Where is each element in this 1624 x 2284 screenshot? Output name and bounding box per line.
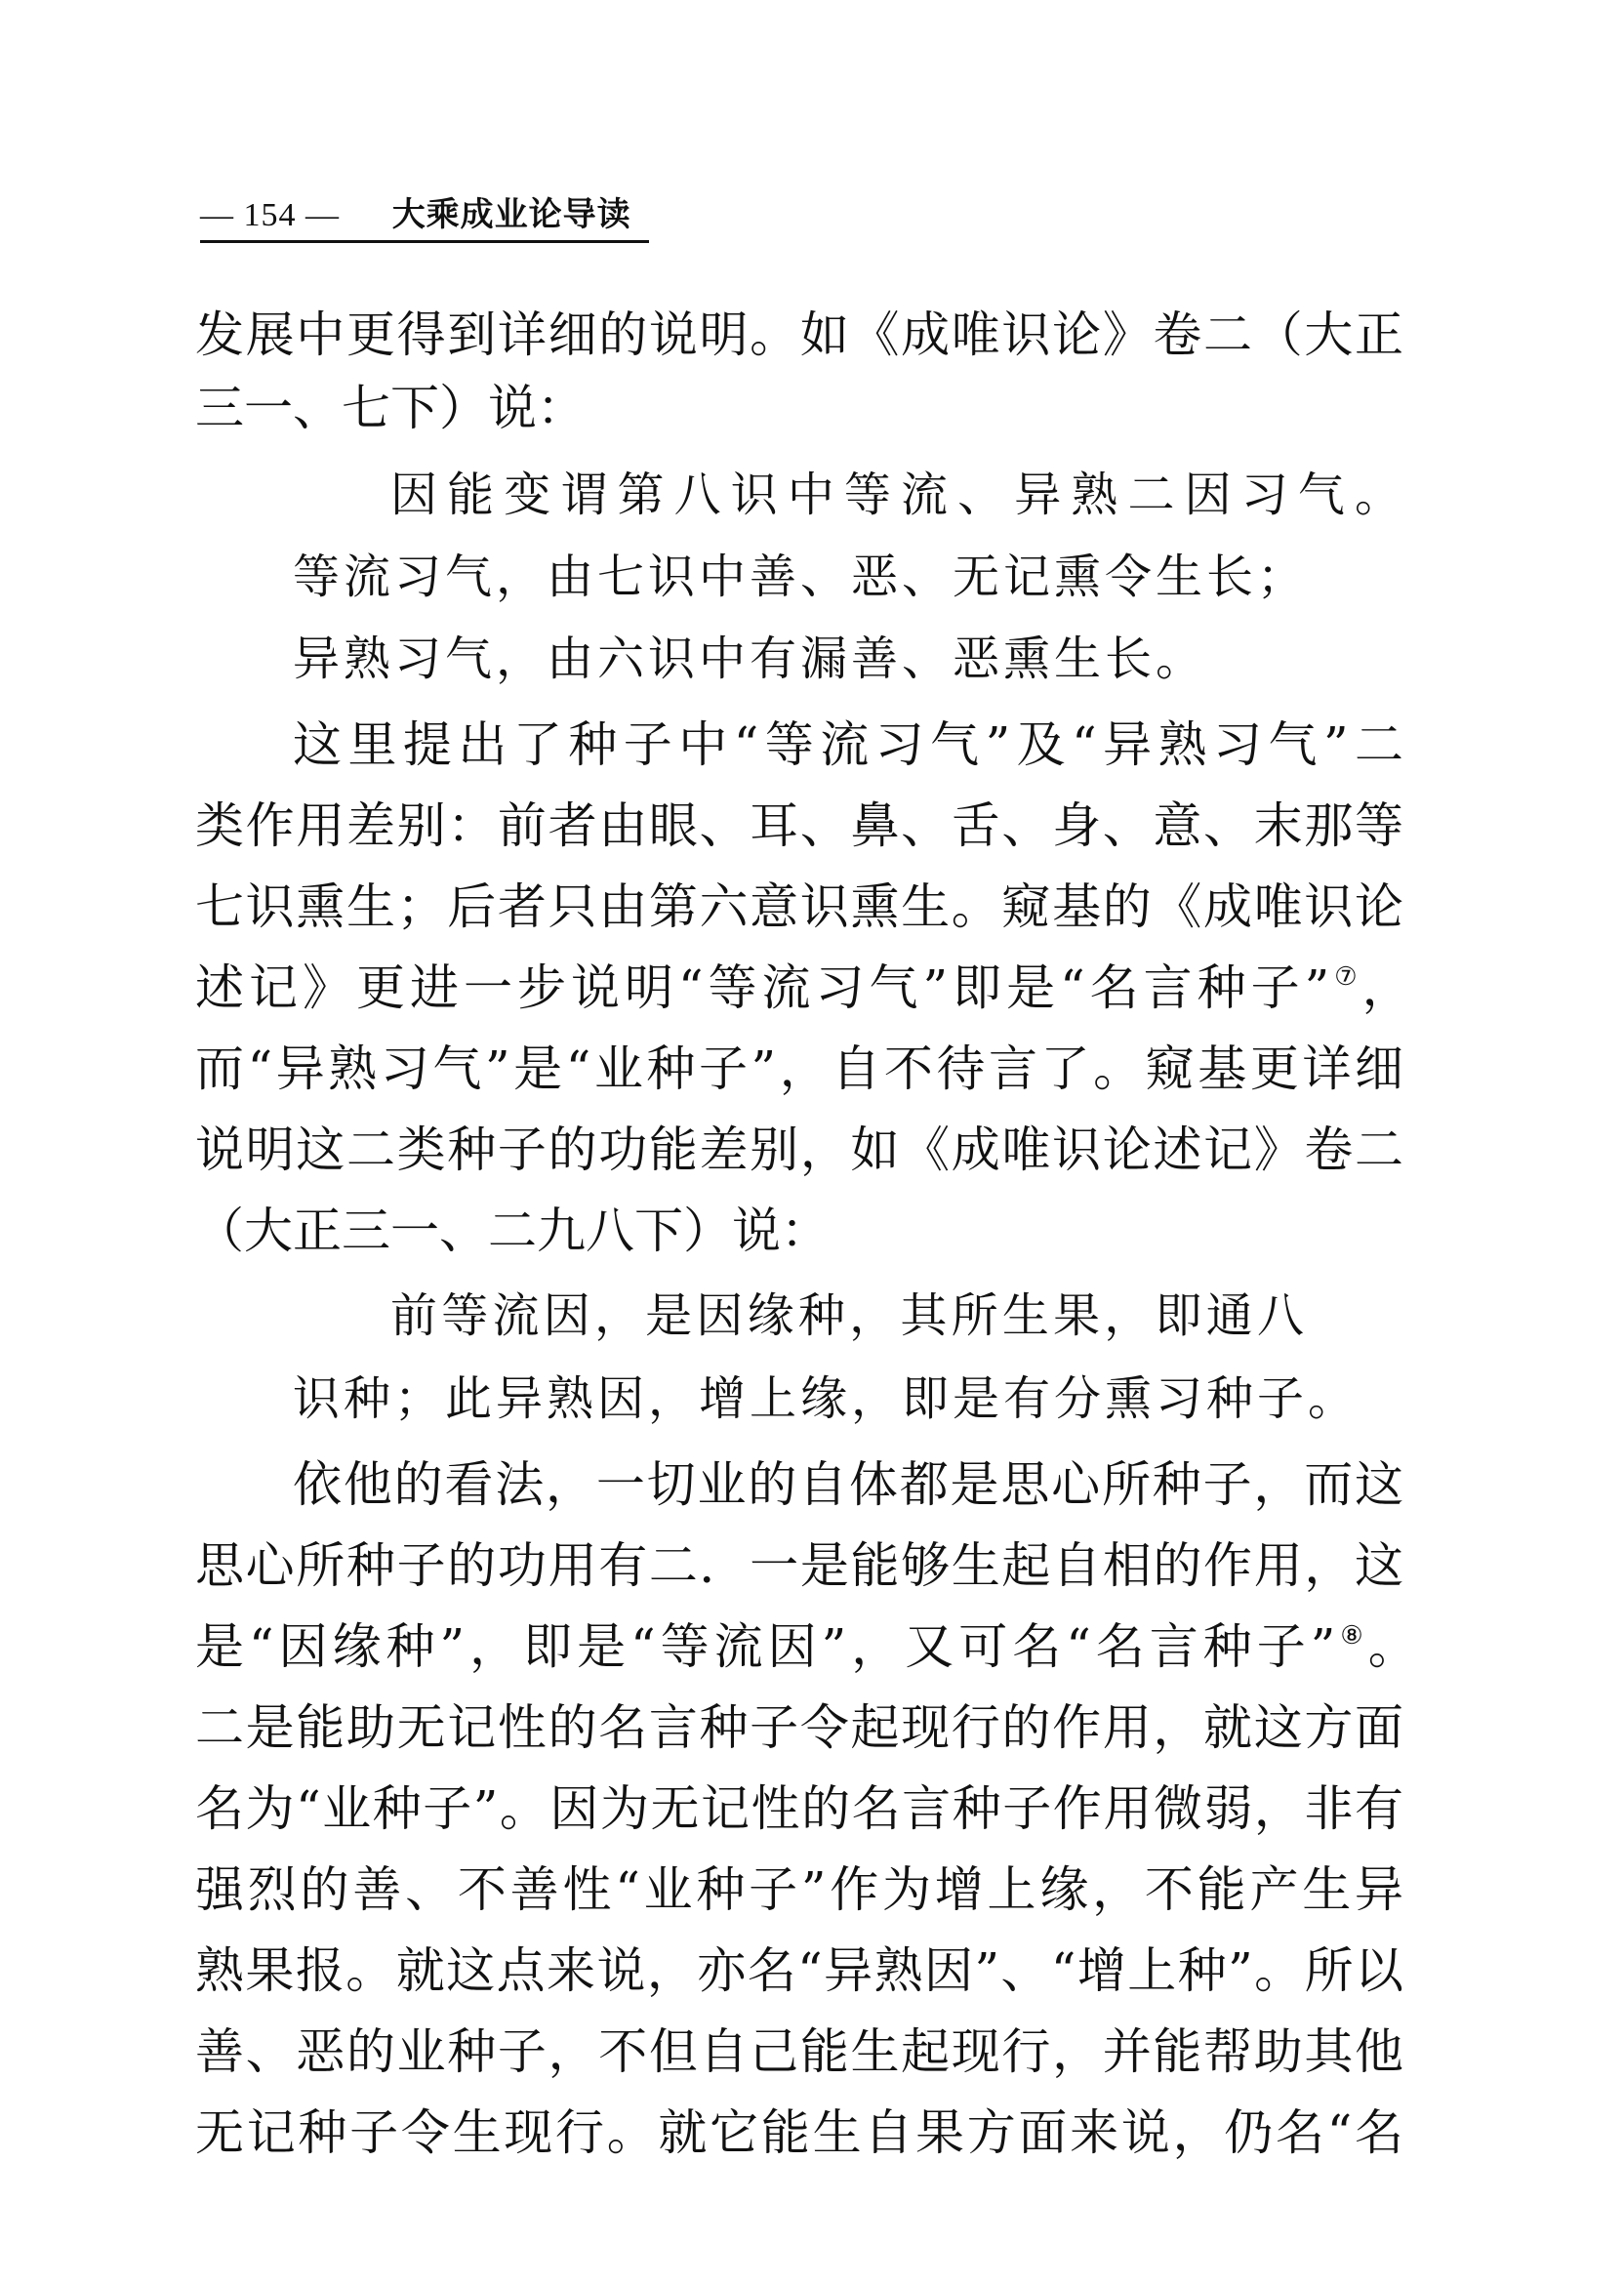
quote-1-line-2: 等流习气，由七识中善、恶、无记熏令生长； — [293, 550, 1309, 604]
body-line-6-tail: ， — [1361, 959, 1416, 1016]
body-line-18: 无记种子令生现行。就它能生自果方面来说，仍名“名 — [195, 2104, 1403, 2161]
quote-1-line-1: 因能变谓第八识中等流、异熟二因习气。 — [390, 468, 1405, 522]
body-line-12-tail: 。 — [1367, 1618, 1422, 1675]
header-rule — [200, 240, 649, 243]
body-line-7: 而“异熟习气”是“业种子”，自不待言了。窥基更详细 — [195, 1040, 1403, 1097]
body-line-12 — [195, 1605, 1422, 1689]
book-title: 大乘成业论导读 — [391, 195, 631, 234]
body-line-9: （大正三一、二九八下）说： — [195, 1203, 830, 1259]
quote-2-line-1: 前等流因，是因缘种，其所生果，即通八 — [390, 1288, 1308, 1343]
footnote-marker-7: ⑦ — [1334, 962, 1362, 992]
body-line-15: 强烈的善、不善性“业种子”作为增上缘，不能产生异 — [195, 1861, 1403, 1918]
body-line-13: 二是能助无记性的名言种子令起现行的作用，就这方面 — [195, 1699, 1403, 1756]
page-number: — 154 — — [200, 197, 340, 233]
footnote-marker-8: ⑧ — [1340, 1621, 1368, 1651]
body-line-6 — [195, 946, 1416, 1030]
body-line-8: 说明这二类种子的功能差别，如《成唯识论述记》卷二 — [195, 1122, 1403, 1178]
quote-1-line-3: 异熟习气，由六识中有漏善、恶熏生长。 — [293, 632, 1207, 686]
body-line-1: 发展中更得到详细的说明。如《成唯识论》卷二（大正 — [195, 306, 1403, 363]
body-line-14: 名为“业种子”。因为无记性的名言种子作用微弱，非有 — [195, 1780, 1403, 1837]
body-line-16: 熟果报。就这点来说，亦名“异熟因”、“增上种”。所以 — [195, 1942, 1403, 1999]
body-line-10: 依他的看法，一切业的自体都是思心所种子，而这 — [293, 1456, 1403, 1513]
body-line-17: 善、恶的业种子，不但自己能生起现行，并能帮助其他 — [195, 2023, 1403, 2080]
running-header — [200, 193, 631, 237]
body-line-12-text: 是“因缘种”，即是“等流因”，又可名“名言种子” — [195, 1618, 1341, 1675]
body-line-11: 思心所种子的功用有二．一是能够生起自相的作用，这 — [195, 1537, 1403, 1594]
body-line-2: 三一、七下）说： — [195, 380, 586, 436]
body-line-5: 七识熏生；后者只由第六意识熏生。窥基的《成唯识论 — [195, 878, 1403, 935]
quote-2-line-2: 识种；此异熟因，增上缘，即是有分熏习种子。 — [293, 1371, 1360, 1426]
body-line-4: 类作用差别：前者由眼、耳、鼻、舌、身、意、末那等 — [195, 797, 1403, 854]
body-line-6-text: 述记》更进一步说明“等流习气”即是“名言种子” — [195, 959, 1335, 1016]
body-line-3: 这里提出了种子中“等流习气”及“异熟习气”二 — [293, 716, 1403, 773]
